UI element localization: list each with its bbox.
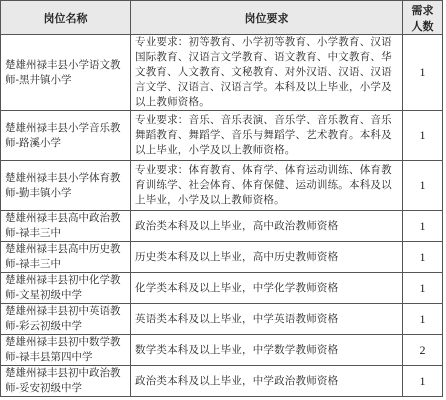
requirements-cell: 专业要求：体育教育、体育学、体育运动训练、体育教育训练学、社会体育、体育保健、运动训练。本科及以上毕业，小学及以上教师资格。 (131, 161, 403, 211)
requirements-cell: 化学类本科及以上毕业，中学化学教师资格 (131, 273, 403, 304)
count-cell: 1 (403, 242, 443, 273)
count-cell: 1 (403, 161, 443, 211)
position-cell: 楚雄州禄丰县高中历史教师-禄丰三中 (1, 242, 131, 273)
requirements-cell: 专业要求：初等教育、小学初等教育、小学教育、汉语国际教育、汉语言文学教育、语文教育、中文教育、华文教育、人文教育、文秘教育、对外汉语、汉语、汉语言文学、汉语言、汉语言学。本科及以上毕业，小学及以上教师资格。 (131, 35, 403, 111)
table-row (1, 304, 443, 335)
position-cell: 楚雄州禄丰县小学音乐教师-路溪小学 (1, 111, 131, 161)
count-cell: 1 (403, 273, 443, 304)
position-cell: 楚雄州禄丰县初中政治教师-妥安初级中学 (1, 366, 131, 397)
table-header-row (1, 1, 443, 35)
position-cell: 楚雄州禄丰县小学体育教师-勤丰镇小学 (1, 161, 131, 211)
count-cell: 1 (403, 304, 443, 335)
position-cell: 楚雄州禄丰县小学语文教师-黑井镇小学 (1, 35, 131, 111)
table-row (1, 35, 443, 111)
requirements-cell: 政治类本科及以上毕业，中学政治教师资格 (131, 366, 403, 397)
table-row (1, 161, 443, 211)
header-position: 岗位名称 (1, 1, 131, 35)
position-cell: 楚雄州禄丰县初中英语教师-彩云初级中学 (1, 304, 131, 335)
requirements-cell: 英语类本科及以上毕业，中学英语教师资格 (131, 304, 403, 335)
position-cell: 楚雄州禄丰县初中数学教师-禄丰县第四中学 (1, 335, 131, 366)
position-cell: 楚雄州禄丰县高中政治教师-禄丰三中 (1, 211, 131, 242)
count-cell: 1 (403, 211, 443, 242)
table-row (1, 366, 443, 397)
requirements-cell: 数学类本科及以上毕业，中学数学教师资格 (131, 335, 403, 366)
requirements-cell: 政治类本科及以上毕业，高中政治教师资格 (131, 211, 403, 242)
requirements-cell: 历史类本科及以上毕业，高中历史教师资格 (131, 242, 403, 273)
table-row (1, 211, 443, 242)
count-cell: 2 (403, 335, 443, 366)
table-row (1, 242, 443, 273)
table-row (1, 111, 443, 161)
count-cell: 1 (403, 35, 443, 111)
requirements-cell: 专业要求：音乐、音乐表演、音乐学、音乐教育、音乐舞蹈教育、舞蹈学、音乐与舞蹈学、艺术教育。本科及以上毕业，小学及以上教师资格。 (131, 111, 403, 161)
header-count: 需求人数 (403, 1, 443, 35)
table-row (1, 335, 443, 366)
header-requirements: 岗位要求 (131, 1, 403, 35)
position-cell: 楚雄州禄丰县初中化学教师-文星初级中学 (1, 273, 131, 304)
count-cell: 1 (403, 111, 443, 161)
count-cell: 1 (403, 366, 443, 397)
table-row (1, 273, 443, 304)
